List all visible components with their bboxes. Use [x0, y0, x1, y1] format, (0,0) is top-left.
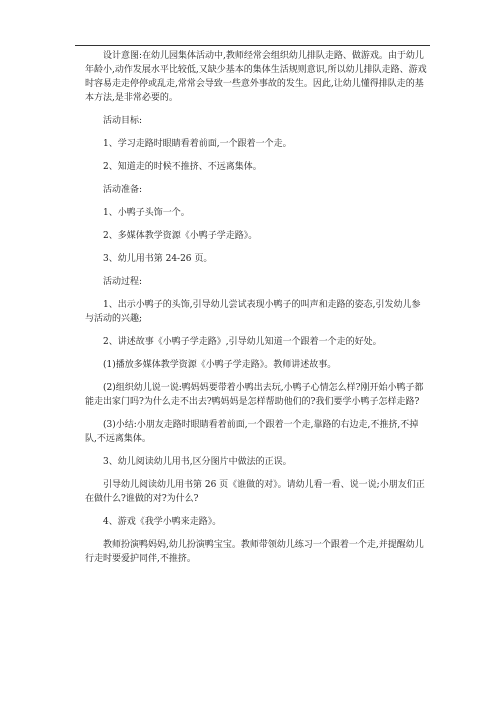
goal-item-2: 2、知道走的时候不推挤、不远离集体。: [103, 162, 262, 172]
document-body: [85, 49, 428, 575]
preparation-item-1: 1、小鸭子头饰一个。: [103, 208, 190, 218]
heading-activity-goals: 活动目标:: [103, 116, 143, 126]
process-step-2: 2、讲述故事《小鸭子学走路》,引导幼儿知道一个跟着一个走的好处。: [103, 337, 382, 347]
preparation-item-2: 2、多媒体教学资源《小鸭子学走路》。: [103, 231, 258, 241]
process-substep-2: (2)组织幼儿说一说:鸭妈妈要带着小鸭出去玩,小鸭子心情怎么样?刚开始小鸭子都能走出家门吗?为什么走不出去?鸭妈妈是怎样帮助他们的?我们要学小鸭子怎样走路?: [85, 383, 424, 407]
heading-activity-process: 活动过程:: [103, 277, 143, 287]
process-substep-1: (1)播放多媒体教学资源《小鸭子学走路》。教师讲述故事。: [103, 360, 337, 370]
header-rule: [75, 45, 430, 46]
preparation-item-3: 3、幼儿用书第 24-26 页。: [103, 254, 213, 264]
process-step-4: 4、游戏《我学小鸭来走路》。: [103, 517, 222, 527]
heading-activity-preparation: 活动准备:: [103, 185, 143, 195]
process-step-1: 1、出示小鸭子的头饰,引导幼儿尝试表现小鸭子的叫声和走路的姿态,引发幼儿参与活动的兴趣;: [85, 300, 421, 324]
process-step-3-detail: 引导幼儿阅读幼儿用书第 26 页《谁做的对》。请幼儿看一看、说一说;小朋友们正在做什么?谁做的对?为什么?: [85, 480, 425, 504]
process-step-4-detail: 教师扮演鸭妈妈,幼儿扮演鸭宝宝。教师带领幼儿练习一个跟着一个走,并提醒幼儿行走时要爱护同伴,不推挤。: [85, 540, 424, 564]
process-substep-3: (3)小结:小朋友走路时眼睛看着前面,一个跟着一个走,靠路的右边走,不推挤,不掉队,不远离集体。: [85, 420, 419, 444]
paragraph-design-intent: 设计意图:在幼儿园集体活动中,教师经常会组织幼儿排队走路、做游戏。由于幼儿年龄小,动作发展水平比较低,又缺少基本的集体生活规则意识,所以幼儿排队走路、游戏时容易走走停停或乱走,常常会导致一些意外事故的发生。因此,让幼儿懂得排队走的基本方法,是非常必要的。: [85, 51, 427, 103]
process-step-3: 3、幼儿阅读幼儿用书,区分图片中做法的正误。: [103, 457, 292, 467]
goal-item-1: 1、学习走路时眼睛看着前面,一个跟着一个走。: [103, 139, 292, 149]
